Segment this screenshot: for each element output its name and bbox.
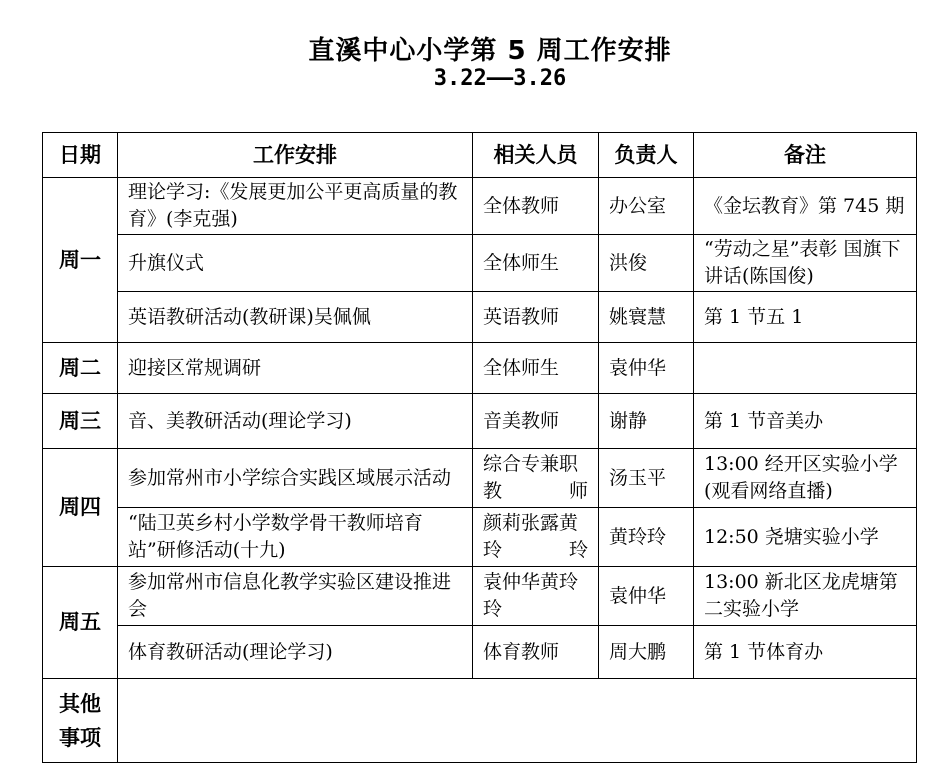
header-date: 日期	[43, 133, 118, 178]
table-row	[43, 508, 917, 567]
notes-cell: 13:00 新北区龙虎塘第二实验小学	[694, 567, 917, 626]
day-label-fri: 周五	[43, 567, 118, 679]
header-people: 相关人员	[473, 133, 599, 178]
schedule-table	[42, 132, 917, 763]
day-label-tue: 周二	[43, 343, 118, 394]
notes-cell: 第 1 节音美办	[694, 394, 917, 449]
lead-cell: 黄玲玲	[599, 508, 694, 567]
day-label-wed: 周三	[43, 394, 118, 449]
notes-cell	[694, 343, 917, 394]
notes-cell: 13:00 经开区实验小学(观看网络直播)	[694, 449, 917, 508]
people-cell: 颜莉张露黄玲玲	[473, 508, 599, 567]
day-label-mon: 周一	[43, 178, 118, 343]
table-row	[43, 679, 917, 763]
page-title: 直溪中心小学第 5 周工作安排	[308, 36, 672, 66]
notes-cell: 12:50 尧塘实验小学	[694, 508, 917, 567]
work-cell: 参加常州市小学综合实践区域展示活动	[118, 449, 473, 508]
lead-cell: 袁仲华	[599, 343, 694, 394]
notes-cell: 第 1 节体育办	[694, 626, 917, 679]
work-cell: 参加常州市信息化教学实验区建设推进会	[118, 567, 473, 626]
header-row	[43, 133, 917, 178]
table-row	[43, 343, 917, 394]
work-cell: 迎接区常规调研	[118, 343, 473, 394]
notes-cell: 《金坛教育》第 745 期	[694, 178, 917, 235]
day-label-thu: 周四	[43, 449, 118, 567]
table-row	[43, 626, 917, 679]
work-cell: 音、美教研活动(理论学习)	[118, 394, 473, 449]
work-cell: 英语教研活动(教研课)吴佩佩	[118, 292, 473, 343]
lead-cell: 周大鹏	[599, 626, 694, 679]
lead-cell: 汤玉平	[599, 449, 694, 508]
people-cell: 全体师生	[473, 343, 599, 394]
lead-cell: 洪俊	[599, 235, 694, 292]
other-content	[118, 679, 917, 763]
other-label-line2: 事项	[59, 725, 101, 750]
notes-cell: “劳动之星”表彰 国旗下讲话(陈国俊)	[694, 235, 917, 292]
lead-cell: 袁仲华	[599, 567, 694, 626]
lead-cell: 办公室	[599, 178, 694, 235]
table-row	[43, 235, 917, 292]
work-cell: 理论学习:《发展更加公平更高质量的教育》(李克强)	[118, 178, 473, 235]
lead-cell: 姚寰慧	[599, 292, 694, 343]
lead-cell: 谢静	[599, 394, 694, 449]
table-row	[43, 394, 917, 449]
table-row	[43, 292, 917, 343]
other-label	[43, 679, 118, 763]
work-cell: 升旗仪式	[118, 235, 473, 292]
table-row	[43, 178, 917, 235]
people-cell: 体育教师	[473, 626, 599, 679]
other-label-line1: 其他	[59, 691, 101, 716]
people-cell: 袁仲华黄玲玲	[473, 567, 599, 626]
date-range: 3.22——3.26	[433, 66, 567, 91]
work-cell: “陆卫英乡村小学数学骨干教师培育站”研修活动(十九)	[118, 508, 473, 567]
people-cell: 英语教师	[473, 292, 599, 343]
header-lead: 负责人	[599, 133, 694, 178]
table-row	[43, 567, 917, 626]
people-cell: 全体教师	[473, 178, 599, 235]
header-work: 工作安排	[118, 133, 473, 178]
work-cell: 体育教研活动(理论学习)	[118, 626, 473, 679]
notes-cell: 第 1 节五 1	[694, 292, 917, 343]
people-cell: 综合专兼职教师	[473, 449, 599, 508]
table-row	[43, 449, 917, 508]
people-cell: 全体师生	[473, 235, 599, 292]
people-cell: 音美教师	[473, 394, 599, 449]
header-notes: 备注	[694, 133, 917, 178]
